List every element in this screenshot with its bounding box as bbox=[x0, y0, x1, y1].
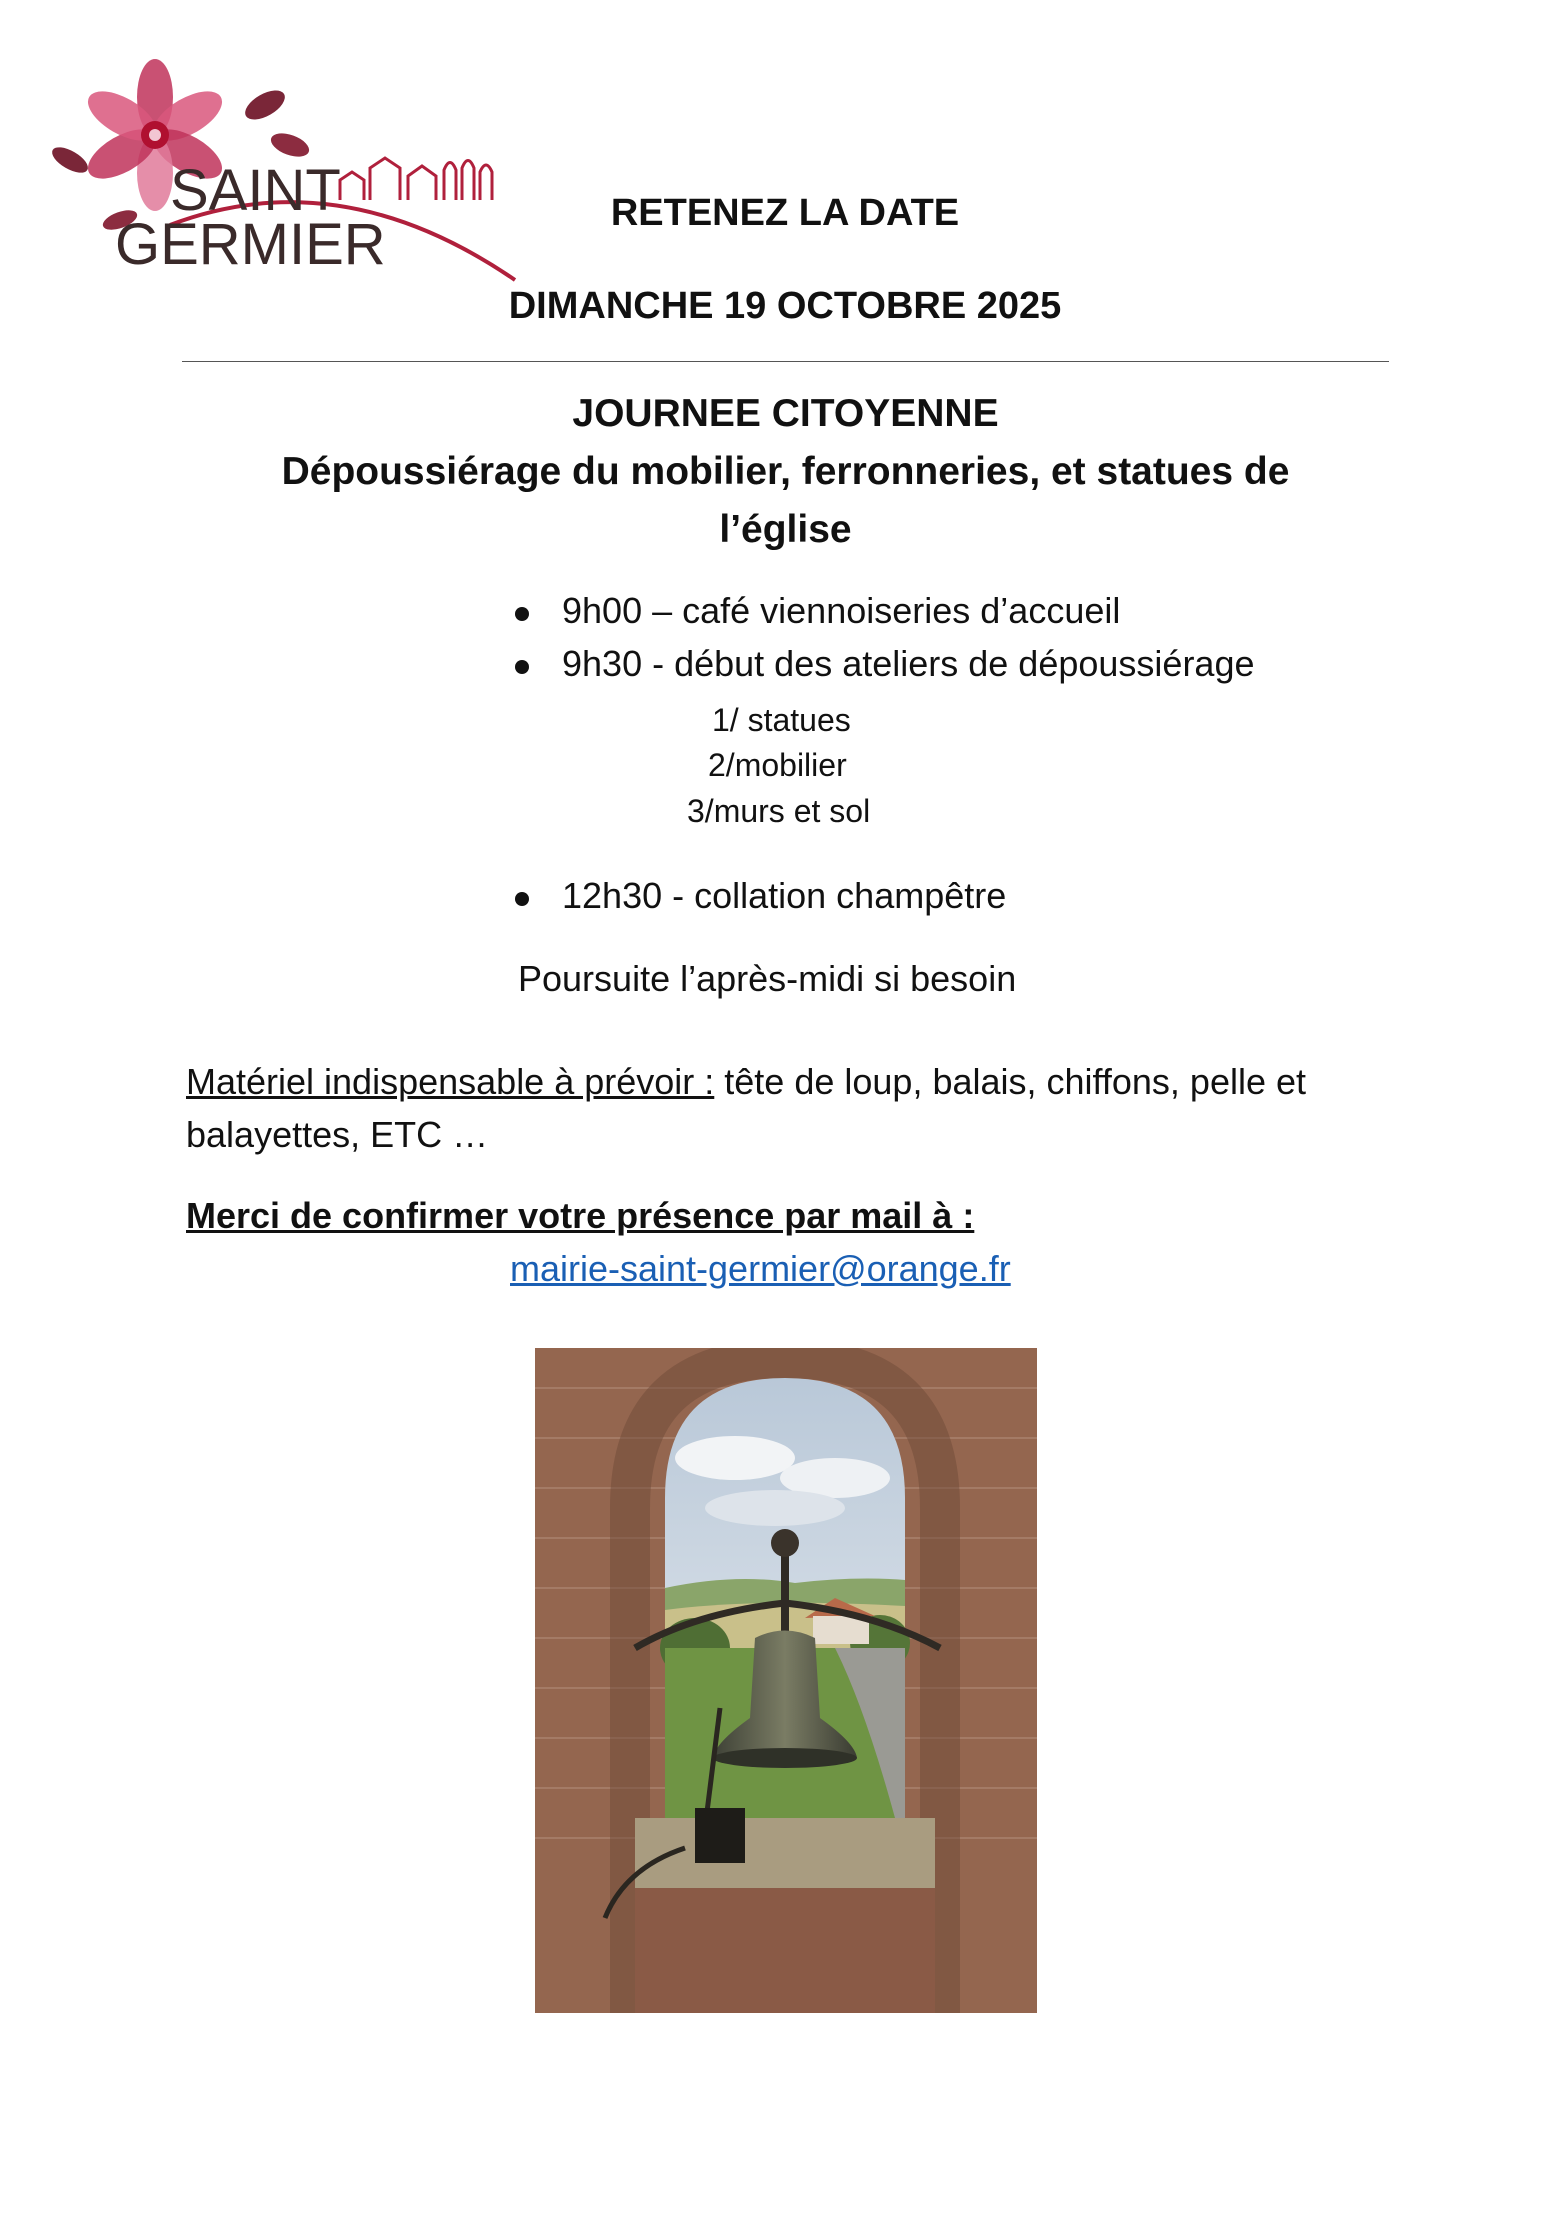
materiel-label: Matériel indispensable à prévoir : bbox=[186, 1061, 715, 1102]
event-description-line2: l’église bbox=[719, 508, 852, 551]
program-item-text: 12h30 - collation champêtre bbox=[562, 875, 1007, 916]
program-item-text: 9h00 – café viennoiseries d’accueil bbox=[562, 590, 1121, 631]
workshop-statues: 1/ statues bbox=[712, 702, 851, 738]
email-link[interactable]: mairie-saint-germier@orange.fr bbox=[510, 1248, 1011, 1289]
workshop-murs-sol: 3/murs et sol bbox=[687, 793, 871, 829]
bullet-icon bbox=[515, 892, 529, 906]
materiel-paragraph bbox=[186, 1055, 1396, 1161]
bullet-icon bbox=[515, 607, 529, 621]
event-description bbox=[182, 443, 1389, 559]
event-description-line1: Dépoussiérage du mobilier, ferronneries, et statues de bbox=[281, 450, 1290, 493]
program-item-text: 9h30 - début des ateliers de dépoussiérage bbox=[562, 643, 1255, 684]
bell-icon bbox=[535, 1348, 1037, 2013]
flower-logo-icon bbox=[40, 50, 560, 290]
materiel-items: tête de loup, balais, chiffons, pelle et balayettes, ETC … bbox=[186, 1061, 1307, 1155]
event-title: JOURNEE CITOYENNE bbox=[572, 392, 999, 435]
afternoon-note: Poursuite l’après-midi si besoin bbox=[518, 958, 1017, 999]
saint-germier-logo bbox=[40, 50, 560, 290]
logo-text-saint: SAINT bbox=[170, 158, 341, 223]
retenez-la-date-heading: RETENEZ LA DATE bbox=[610, 192, 960, 234]
bell-tower-photo bbox=[535, 1348, 1037, 2013]
divider bbox=[182, 361, 1389, 362]
logo-text-germier: GERMIER bbox=[115, 212, 386, 277]
confirm-prompt: Merci de confirmer votre présence par mail à : bbox=[186, 1195, 975, 1236]
bullet-icon bbox=[515, 660, 529, 674]
workshop-mobilier: 2/mobilier bbox=[708, 747, 847, 783]
event-date-heading: DIMANCHE 19 OCTOBRE 2025 bbox=[508, 285, 1062, 327]
